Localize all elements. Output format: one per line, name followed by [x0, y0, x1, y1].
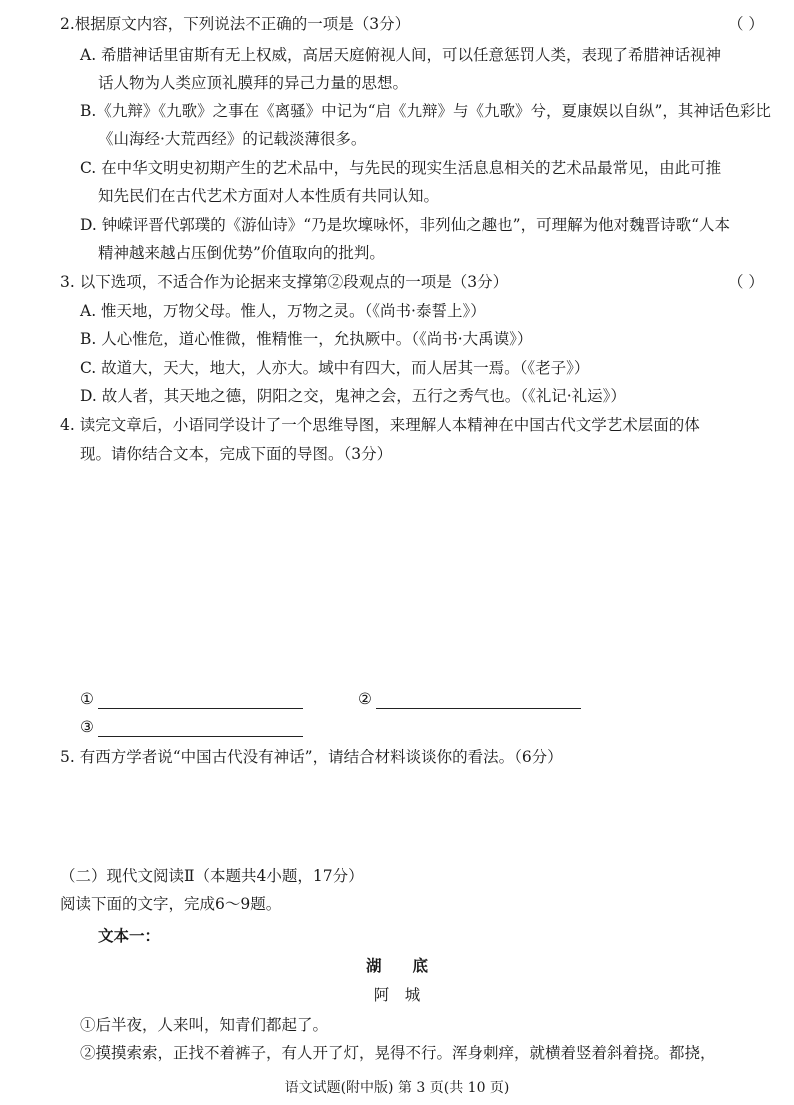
blank-1-label: ① — [80, 690, 94, 708]
q4-blank-3[interactable] — [80, 717, 303, 737]
q3-option-a: A. 惟天地，万物父母。惟人，万物之灵。（《尚书·泰誓上》） — [80, 302, 486, 320]
q2-option-c-line1: C. 在中华文明史初期产生的艺术品中，与先民的现实生活息息相关的艺术品最常见，由此可推 — [80, 159, 722, 177]
text-one-label: 文本一： — [98, 926, 161, 945]
q2-option-d-line2: 精神越来越占压倒优势”价值取向的批判。 — [98, 244, 385, 262]
paragraph-1: ①后半夜，人来叫，知青们都起了。 — [80, 1016, 329, 1034]
q5-stem: 5. 有西方学者说“中国古代没有神话”，请结合材料谈谈你的看法。（6分） — [60, 748, 563, 766]
blank-3-line[interactable] — [98, 720, 303, 737]
q2-option-c-line2: 知先民们在古代艺术方面对人本性质有共同认知。 — [98, 187, 440, 205]
q4-stem-line2: 现。请你结合文本，完成下面的导图。（3分） — [80, 445, 393, 463]
q2-option-a-line1: A. 希腊神话里宙斯有无上权威，高居天庭俯视人间，可以任意惩罚人类，表现了希腊神话视神 — [80, 46, 722, 64]
q3-option-c: C. 故道大，天大，地大，人亦大。域中有四大，而人居其一焉。（《老子》） — [80, 359, 590, 377]
blank-2-label: ② — [358, 690, 372, 708]
page-footer: 语文试题(附中版) 第 3 页(共 10 页) — [284, 1080, 510, 1096]
q4-blank-1[interactable] — [80, 689, 303, 709]
q3-answer-paren: （ ） — [728, 273, 764, 291]
section-header: （二）现代文阅读Ⅱ（本题共4小题，17分） — [60, 867, 364, 885]
q3-stem: 3. 以下选项，不适合作为论据来支撑第②段观点的一项是（3分） — [60, 273, 509, 291]
q4-blank-2[interactable] — [358, 689, 581, 709]
blank-3-label: ③ — [80, 718, 94, 736]
q3-option-b: B. 人心惟危，道心惟微，惟精惟一，允执厥中。（《尚书·大禹谟》） — [80, 330, 533, 348]
q2-option-d-line1: D. 钟嵘评晋代郭璞的《游仙诗》“乃是坎壈咏怀，非列仙之趣也”，可理解为他对魏晋诗歌“人本 — [80, 216, 731, 234]
q4-stem-line1: 4. 读完文章后，小语同学设计了一个思维导图，来理解人本精神在中国古代文学艺术层面的体 — [60, 416, 700, 434]
q2-option-b-line2: 《山海经·大荒西经》的记载淡薄很多。 — [98, 130, 367, 148]
story-title: 湖 底 — [365, 956, 428, 975]
blank-2-line[interactable] — [376, 692, 581, 709]
q2-answer-paren: （ ） — [728, 15, 764, 33]
section-instruction: 阅读下面的文字，完成6～9题。 — [60, 895, 282, 913]
q2-stem: 2.根据原文内容，下列说法不正确的一项是（3分） — [60, 15, 411, 33]
story-author: 阿 城 — [373, 986, 421, 1004]
paragraph-2: ②摸摸索索，正找不着裤子，有人开了灯，晃得不行。浑身刺痒，就横着竖着斜着挠。都挠， — [80, 1044, 716, 1062]
q2-option-a-line2: 话人物为人类应顶礼膜拜的异己力量的思想。 — [98, 74, 409, 92]
blank-1-line[interactable] — [98, 692, 303, 709]
q3-option-d: D. 故人者，其天地之德，阴阳之交，鬼神之会，五行之秀气也。（《礼记·礼运》） — [80, 387, 626, 405]
q2-option-b-line1: B.《九辩》《九歌》之事在《离骚》中记为“启《九辩》与《九歌》兮，夏康娱以自纵”，其神话色彩比 — [80, 102, 771, 120]
